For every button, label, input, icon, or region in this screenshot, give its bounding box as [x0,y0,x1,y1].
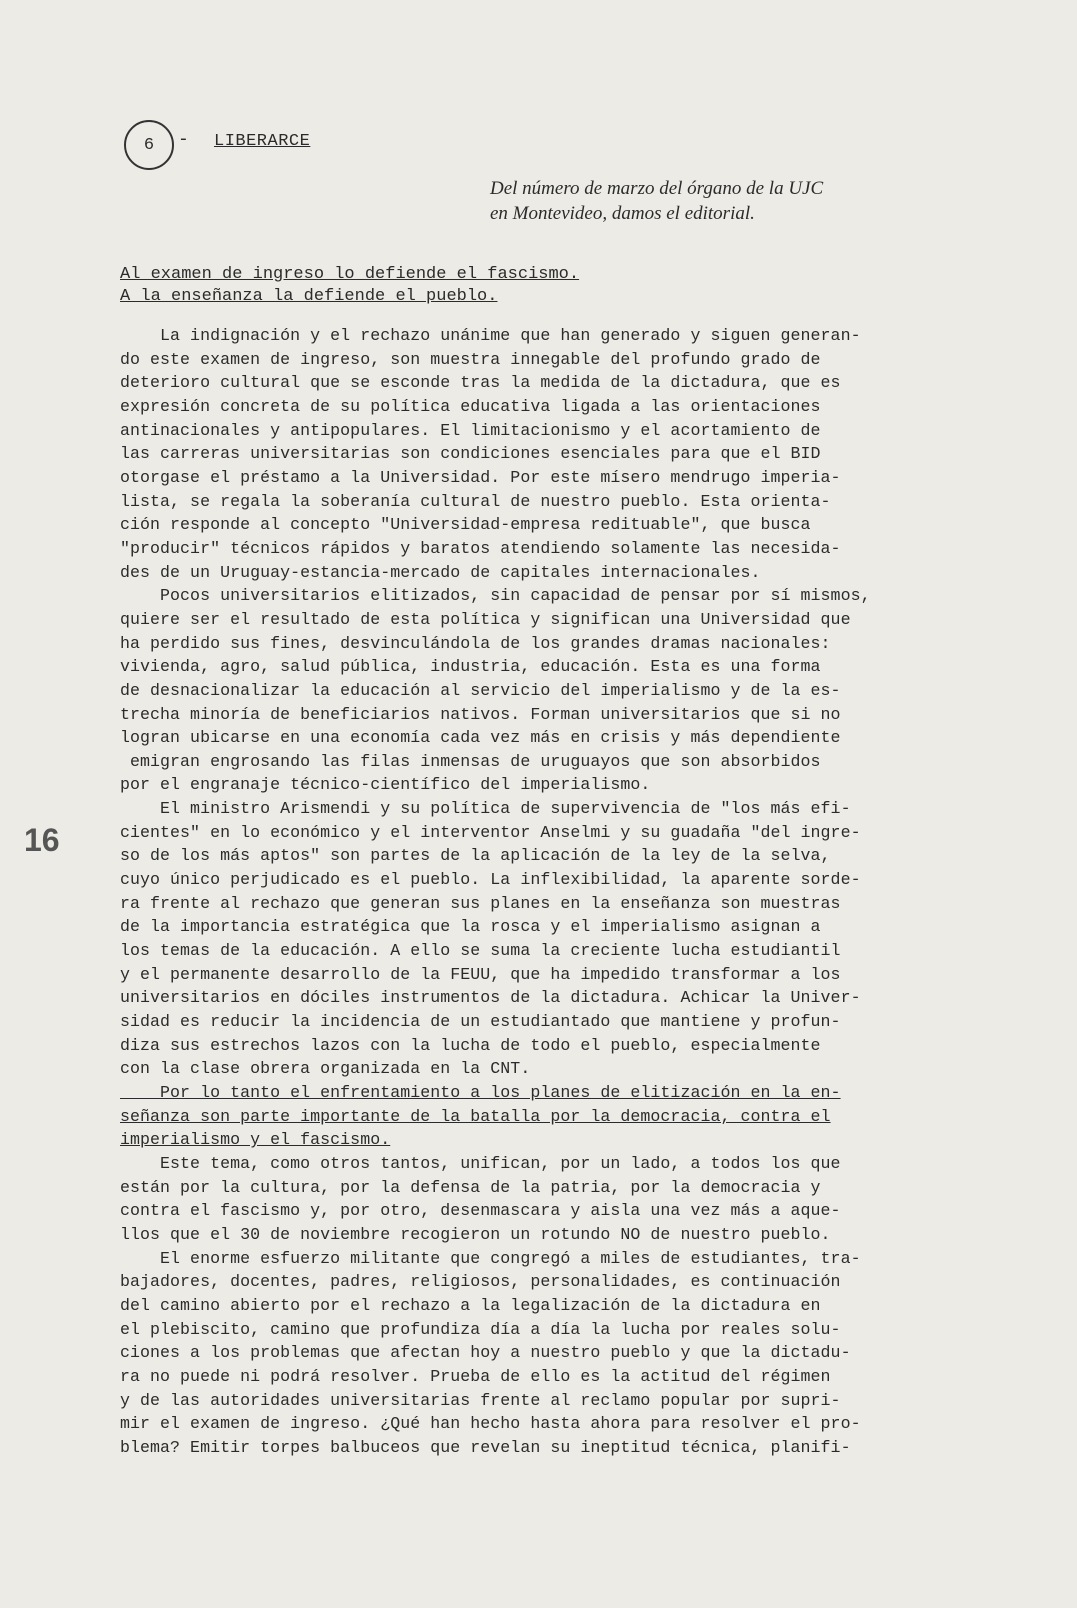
editorial-note [490,176,990,226]
headline-line: A la enseñanza la defiende el pueblo. [120,287,498,306]
body-line: des de un Uruguay-estancia-mercado de capitales internacionales. [120,562,761,582]
body-line: por el engranaje técnico-científico del imperialismo. [120,775,651,795]
body-line: emigran engrosando las filas inmensas de uruguayos que son absorbidos [120,751,821,771]
body-line: están por la cultura, por la defensa de la patria, por la democracia y [120,1177,821,1197]
body-line: llos que el 30 de noviembre recogieron un rotundo NO de nuestro pueblo. [120,1224,831,1244]
body-line: ra frente al rechazo que generan sus planes en la enseñanza son muestras [120,893,841,913]
body-line: ra no puede ni podrá resolver. Prueba de ello es la actitud del régimen [120,1366,831,1386]
body-line: antinacionales y antipopulares. El limitacionismo y el acortamiento de [120,420,821,440]
body-line: expresión concreta de su política educativa ligada a las orientaciones [120,396,821,416]
body-line: diza sus estrechos lazos con la lucha de todo el pueblo, especialmente [120,1035,821,1055]
body-line: universitarios en dóciles instrumentos de la dictadura. Achicar la Univer- [120,988,861,1008]
body-line: El ministro Arismendi y su política de supervivencia de "los más efi- [120,799,851,819]
page-number: 6 [143,135,155,155]
body-line: lista, se regala la soberanía cultural de nuestro pueblo. Esta orienta- [120,491,831,511]
body-line: deterioro cultural que se esconde tras la medida de la dictadura, que es [120,373,841,393]
body-line: de desnacionalizar la educación al servicio del imperialismo y de la es- [120,680,841,700]
body-line: "producir" técnicos rápidos y baratos atendiendo solamente las necesida- [120,538,841,558]
publication-title: LIBERARCE [214,132,311,151]
body-line: con la clase obrera organizada en la CNT. [120,1059,531,1079]
body-line: ción responde al concepto "Universidad-empresa redituable", que busca [120,515,811,535]
body-line: ciones a los problemas que afectan hoy a nuestro pueblo y que la dictadu- [120,1343,851,1363]
body-line: vivienda, agro, salud pública, industria, educación. Esta es una forma [120,657,821,677]
body-line: de la importancia estratégica que la rosca y el imperialismo asignan a [120,917,821,937]
body-line: mir el examen de ingreso. ¿Qué han hecho hasta ahora para resolver el pro- [120,1414,861,1434]
body-line: los temas de la educación. A ello se suma la creciente lucha estudiantil [120,941,841,961]
body-line: bajadores, docentes, padres, religiosos, personalidades, es continuación [120,1272,841,1292]
body-line: contra el fascismo y, por otro, desenmascara y aisla una vez más a aque- [120,1201,841,1221]
body-line: las carreras universitarias son condiciones esenciales para que el BID [120,444,821,464]
body-line: blema? Emitir torpes balbuceos que revelan su ineptitud técnica, planifi- [120,1437,851,1457]
side-page-number: 16 [24,822,60,858]
body-line: del camino abierto por el rechazo a la legalización de la dictadura en [120,1295,821,1315]
body-line: señanza son parte importante de la batalla por la democracia, contra el [120,1106,831,1126]
body-line: imperialismo y el fascismo. [120,1130,391,1150]
body-line: otorgase el préstamo a la Universidad. Por este mísero mendrugo imperia- [120,467,841,487]
editorial-note-line: en Montevideo, damos el editorial. [490,203,755,224]
body-line: ha perdido sus fines, desvinculándola de los grandes dramas nacionales: [120,633,831,653]
page-number-circle [124,120,174,170]
body-line: do este examen de ingreso, son muestra innegable del profundo grado de [120,349,821,369]
body-line: Por lo tanto el enfrentamiento a los planes de elitización en la en- [120,1083,841,1102]
body-line: trecha minoría de beneficiarios nativos. Forman universitarios que si no [120,704,841,724]
body-line: y de las autoridades universitarias frente al reclamo popular por supri- [120,1390,841,1410]
body-line: so de los más aptos" son partes de la aplicación de la ley de la selva, [120,846,831,866]
headline-line: Al examen de ingreso lo defiende el fascismo. [120,265,580,284]
header-dash: - [178,130,189,150]
body-line: Pocos universitarios elitizados, sin capacidad de pensar por sí mismos, [120,586,871,606]
article-headline [120,264,579,308]
body-line: el plebiscito, camino que profundiza día a día la lucha por reales solu- [120,1319,841,1339]
article-body [120,324,1000,1460]
body-line: logran ubicarse en una economía cada vez más en crisis y más dependiente [120,728,841,748]
body-line: cientes" en lo económico y el interventor Anselmi y su guadaña "del ingre- [120,822,861,842]
body-line: El enorme esfuerzo militante que congregó a miles de estudiantes, tra- [120,1248,861,1268]
body-line: cuyo único perjudicado es el pueblo. La inflexibilidad, la aparente sorde- [120,870,861,890]
editorial-note-line: Del número de marzo del órgano de la UJC [490,178,824,199]
body-line: y el permanente desarrollo de la FEUU, que ha impedido transformar a los [120,964,841,984]
body-line: quiere ser el resultado de esta política y significan una Universidad que [120,609,851,629]
body-line: sidad es reducir la incidencia de un estudiantado que mantiene y profun- [120,1012,841,1032]
body-line: Este tema, como otros tantos, unifican, por un lado, a todos los que [120,1153,841,1173]
body-line: La indignación y el rechazo unánime que han generado y siguen generan- [120,326,861,345]
